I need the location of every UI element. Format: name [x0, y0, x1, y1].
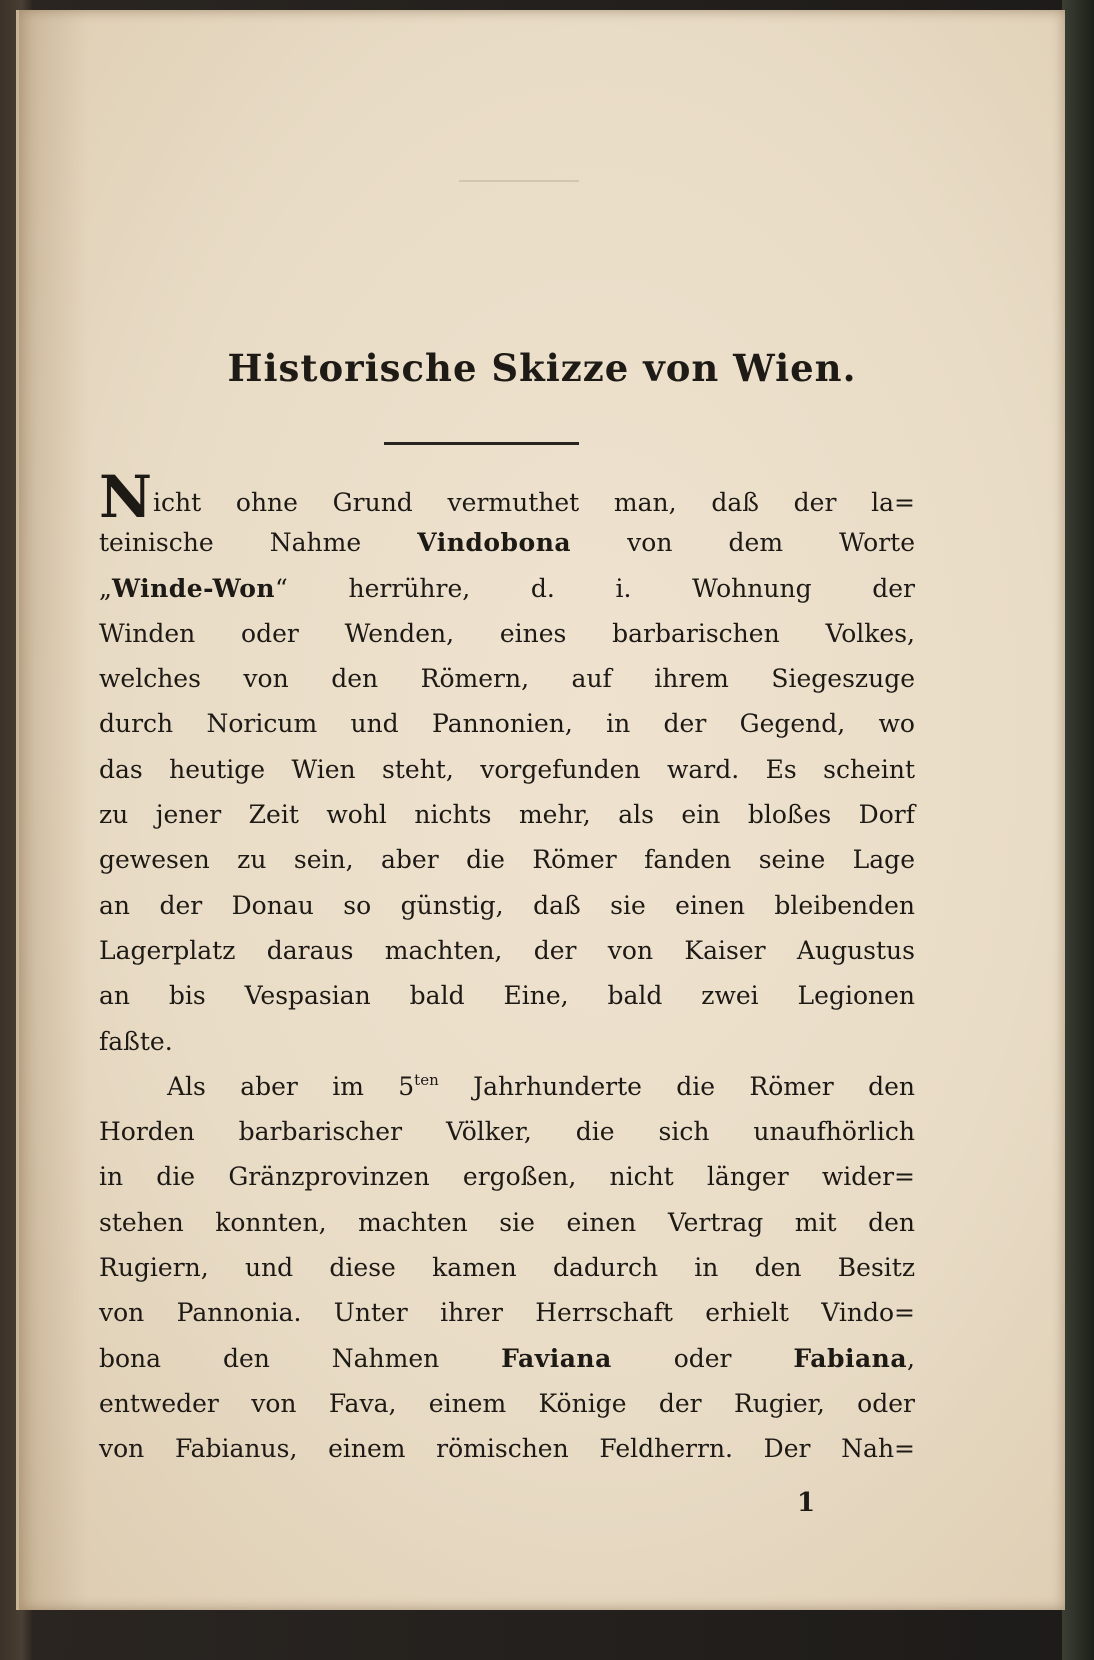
- text-segment: stehen konnten, machten sie einen Vertrag mit den: [99, 1207, 915, 1237]
- page-number: 1: [797, 1488, 816, 1518]
- text-segment: zu jener Zeit wohl nichts mehr, als ein bloßes Dorf: [99, 800, 915, 830]
- text-line: [99, 792, 915, 837]
- text-segment: das heutige Wien steht, vorgefunden ward. Es scheint: [99, 754, 915, 784]
- text-segment: von Fabianus, einem römischen Feldherrn. Der Nah=: [99, 1434, 915, 1464]
- text-line: [99, 747, 915, 792]
- text-line: [99, 1290, 915, 1335]
- text-line: [99, 1109, 915, 1154]
- text-line: [99, 1426, 915, 1471]
- bleed-through-rule: [459, 180, 579, 182]
- text-line: [99, 1064, 915, 1109]
- text-line: [99, 1381, 915, 1426]
- text-segment: in die Gränzprovinzen ergoßen, nicht länger wider=: [99, 1162, 915, 1192]
- text-segment: Jahrhunderte die Römer den: [438, 1071, 916, 1101]
- text-segment: icht ohne Grund vermuthet man, daß der la=: [153, 488, 915, 517]
- text-segment: bona den Nahmen: [99, 1343, 502, 1373]
- text-segment: Horden barbarischer Völker, die sich unaufhörlich: [99, 1117, 915, 1147]
- drop-cap: N: [99, 463, 153, 531]
- text-line: [99, 1245, 915, 1290]
- text-line: [99, 566, 915, 611]
- text-line: [99, 883, 915, 928]
- text-segment: entweder von Fava, einem Könige der Rugier, oder: [99, 1388, 915, 1418]
- text-line: [99, 656, 915, 701]
- text-line: [99, 973, 915, 1018]
- text-line: [99, 701, 915, 746]
- page-title: Historische Skizze von Wien.: [227, 346, 857, 390]
- title-underline-rule: [384, 442, 579, 445]
- text-segment: faßte.: [99, 1026, 173, 1056]
- text-segment: Als aber im 5: [167, 1071, 415, 1101]
- text-segment: “ herrühre, d. i. Wohnung der: [275, 573, 915, 603]
- text-segment: teinische Nahme: [99, 528, 418, 558]
- text-segment: an der Donau so günstig, daß sie einen bleibenden: [99, 890, 915, 920]
- text-segment: oder: [611, 1343, 794, 1373]
- text-line: [99, 1200, 915, 1245]
- emphasized-name: Winde-Won: [111, 573, 276, 603]
- text-line: [99, 837, 915, 882]
- text-segment: Winden oder Wenden, eines barbarischen Volkes,: [99, 618, 915, 648]
- text-segment: „: [99, 573, 112, 603]
- text-segment: Rugiern, und diese kamen dadurch in den Besitz: [99, 1253, 915, 1283]
- text-line: [99, 1154, 915, 1199]
- text-segment: gewesen zu sein, aber die Römer fanden seine Lage: [99, 845, 915, 875]
- text-segment: welches von den Römern, auf ihrem Siegeszuge: [99, 664, 915, 694]
- book-cover-edge: [1062, 0, 1094, 1660]
- text-segment: Lagerplatz daraus machten, der von Kaiser Augustus: [99, 935, 915, 965]
- book-page: [16, 10, 1065, 1610]
- body-text: [99, 463, 916, 1472]
- emphasized-name: Fabiana: [793, 1343, 908, 1373]
- text-line: [99, 928, 915, 973]
- text-line: [99, 611, 915, 656]
- emphasized-name: Faviana: [501, 1343, 612, 1373]
- emphasized-name: Vindobona: [417, 528, 572, 558]
- text-segment: durch Noricum und Pannonien, in der Gegend, wo: [99, 709, 915, 739]
- text-line: [99, 463, 915, 531]
- superscript: ten: [414, 1070, 439, 1089]
- text-line: [99, 520, 915, 565]
- text-line: [99, 1336, 915, 1381]
- text-segment: von Pannonia. Unter ihrer Herrschaft erhielt Vindo=: [99, 1298, 915, 1328]
- text-segment: ,: [907, 1343, 915, 1373]
- page-gutter-shadow: [19, 10, 89, 1610]
- text-line: [99, 1019, 915, 1064]
- text-segment: von dem Worte: [571, 528, 916, 558]
- text-segment: an bis Vespasian bald Eine, bald zwei Legionen: [99, 981, 915, 1011]
